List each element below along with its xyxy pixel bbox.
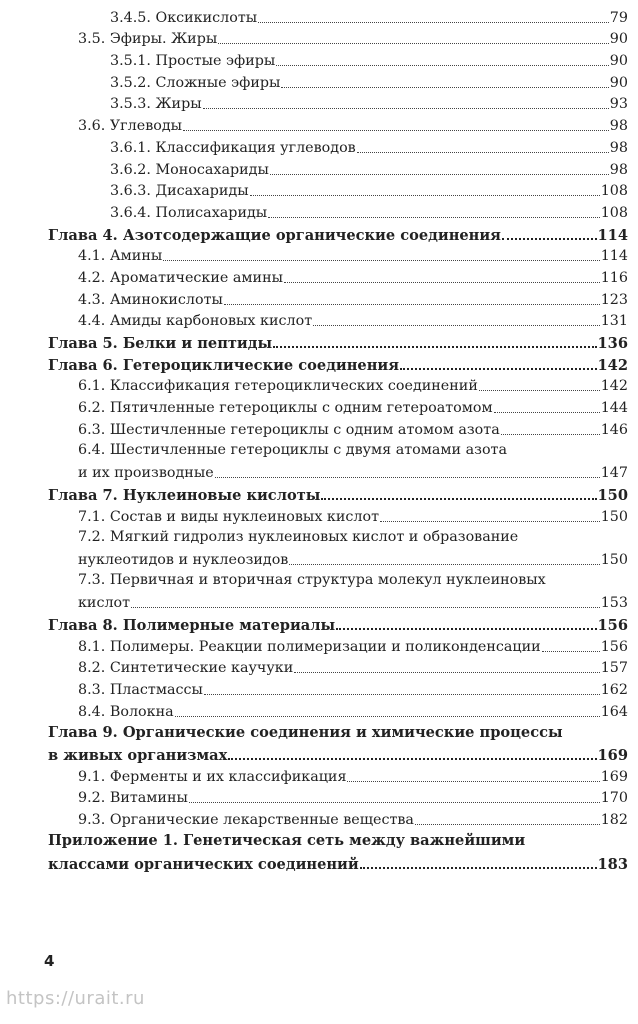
toc-entry-title: Оксикислоты [155, 9, 258, 26]
leader-dots [175, 716, 600, 717]
leader-dots [131, 607, 600, 608]
toc-page-number: 157 [600, 660, 628, 677]
leader-dots [204, 694, 600, 695]
toc-entry-title: Органические соединения и химические процессы [122, 723, 563, 741]
toc-entry-number: Глава 7. [48, 486, 118, 504]
toc-entry-title: Пятичленные гетероциклы с одним гетероатомом [109, 400, 493, 417]
toc-entry-title: Жиры [155, 96, 202, 113]
toc-entry-number: 4.4. [78, 313, 106, 330]
toc-entry-title: Шестичленные гетероциклы с двумя атомами азота [109, 441, 507, 458]
toc-section-entry [48, 28, 628, 50]
leader-dots [228, 758, 596, 760]
toc-section-entry [48, 635, 628, 657]
toc-page-number: 169 [597, 747, 628, 765]
toc-page-number: 142 [597, 356, 628, 374]
toc-entry-number: 3.6. [78, 118, 106, 135]
toc-entry-title: Дисахариды [155, 183, 249, 200]
toc-page-number: 114 [597, 226, 628, 244]
toc-page-number: 116 [600, 269, 628, 286]
toc-entry-number: 6.3. [78, 421, 106, 438]
leader-dots [336, 628, 596, 630]
toc-entry-number: 9.1. [78, 768, 106, 785]
toc-section-entry [48, 180, 628, 202]
toc-entry-number: 6.2. [78, 400, 106, 417]
page-number: 4 [44, 952, 55, 970]
toc-page-number: 93 [609, 96, 628, 113]
toc-entry-title: Ферменты и их классификация [109, 768, 347, 785]
toc-section-entry [48, 93, 628, 115]
toc-section-entry [48, 375, 628, 397]
toc-entry-title: Полимеры. Реакции полимеризации и поликонденсации [109, 638, 541, 655]
toc-page-number: 114 [600, 248, 628, 265]
toc-entry-title: Сложные эфиры [155, 74, 281, 91]
toc-page-number: 90 [609, 31, 628, 48]
toc-entry-number: 3.6.3. [110, 183, 151, 200]
toc-entry-number: 8.2. [78, 660, 106, 677]
toc-entry-title: Мягкий гидролиз нуклеиновых кислот и образование [109, 528, 519, 545]
toc-entry-number: 3.6.1. [110, 139, 151, 156]
toc-entry-number: 3.5.2. [110, 74, 151, 91]
toc-entry-title-continued: классами органических соединений [48, 855, 359, 873]
toc-entry-title: Шестичленные гетероциклы с одним атомом азота [109, 421, 500, 438]
toc-section-entry [48, 570, 628, 613]
leader-dots [270, 174, 609, 175]
toc-entry-number: Глава 5. [48, 335, 118, 352]
toc-section-entry [48, 418, 628, 440]
toc-entry-title: Волокна [109, 703, 174, 720]
toc-section-entry [48, 158, 628, 180]
toc-entry-title-continued: нуклеотидов и нуклеозидов [78, 551, 289, 568]
toc-section-entry [48, 266, 628, 288]
toc-page-number: 183 [597, 855, 628, 873]
toc-page-number: 79 [609, 9, 628, 26]
leader-dots [294, 672, 599, 673]
toc-entry-number: 8.4. [78, 703, 106, 720]
toc-page-number: 98 [609, 118, 628, 135]
toc-page-number: 170 [600, 790, 628, 807]
toc-entry-number: 7.3. [78, 571, 106, 588]
toc-entry-title: Эфиры. Жиры [109, 31, 218, 48]
toc-section-entry [48, 700, 628, 722]
leader-dots [268, 217, 600, 218]
toc-entry-title: Амины [109, 248, 163, 265]
toc-entry-title-continued: кислот [78, 595, 131, 612]
toc-page-number: 164 [600, 703, 628, 720]
toc-page-number: 147 [600, 465, 628, 482]
table-of-contents [48, 6, 628, 874]
leader-dots [360, 867, 597, 869]
toc-chapter-entry [48, 830, 628, 873]
toc-entry-title: Состав и виды нуклеиновых кислот [109, 508, 379, 525]
toc-entry-number: 8.1. [78, 638, 106, 655]
toc-page-number: 150 [600, 508, 628, 525]
toc-entry-number: 3.5.3. [110, 96, 151, 113]
toc-page-number: 98 [609, 161, 628, 178]
toc-chapter-entry [48, 331, 628, 353]
toc-entry-number: Глава 6. [48, 356, 118, 374]
toc-entry-title: Органические лекарственные вещества [109, 812, 414, 829]
toc-page-number: 182 [600, 812, 628, 829]
leader-dots [258, 22, 609, 23]
toc-page-number: 169 [600, 768, 628, 785]
toc-section-entry [48, 310, 628, 332]
toc-page-number: 123 [600, 291, 628, 308]
leader-dots [380, 521, 600, 522]
toc-entry-number: 7.2. [78, 528, 106, 545]
leader-dots [273, 346, 596, 348]
toc-entry-title: Белки и пептиды [122, 335, 273, 352]
toc-section-entry [48, 657, 628, 679]
toc-chapter-entry [48, 613, 628, 635]
toc-entry-title: Аминокислоты [109, 291, 223, 308]
toc-page-number: 162 [600, 682, 628, 698]
toc-entry-title: Полисахариды [155, 204, 268, 221]
toc-entry-title: Классификация гетероциклических соединений [109, 378, 478, 395]
toc-page-number: 146 [600, 421, 628, 438]
toc-entry-title: Пластмассы [109, 682, 203, 698]
toc-page-number: 131 [600, 313, 628, 330]
toc-page-number: 136 [597, 335, 628, 352]
toc-entry-number: 3.5. [78, 31, 106, 48]
toc-section-entry [48, 678, 628, 700]
leader-dots [215, 477, 600, 478]
leader-dots [281, 87, 608, 88]
leader-dots [494, 412, 600, 413]
leader-dots [347, 781, 599, 782]
toc-entry-number: Приложение 1. [48, 832, 178, 850]
toc-page-number: 153 [600, 595, 628, 612]
toc-entry-number: 3.6.2. [110, 161, 151, 178]
toc-chapter-entry [48, 223, 628, 245]
toc-entry-title: Полимерные материалы [122, 616, 336, 634]
toc-section-entry [48, 505, 628, 527]
toc-entry-number: Глава 8. [48, 616, 118, 634]
toc-entry-number: 3.6.4. [110, 204, 151, 221]
toc-entry-number: 6.1. [78, 378, 106, 395]
leader-dots [276, 65, 609, 66]
toc-page-number: 156 [600, 638, 628, 655]
toc-page-number: 90 [609, 53, 628, 70]
leader-dots [321, 498, 596, 500]
toc-chapter-entry [48, 722, 628, 765]
toc-entry-title: Витамины [109, 790, 188, 807]
leader-dots [218, 43, 609, 44]
toc-section-entry [48, 245, 628, 267]
leader-dots [400, 368, 597, 370]
toc-section-entry [48, 765, 628, 787]
toc-entry-title: Ароматические амины [109, 269, 283, 286]
toc-section-entry [48, 49, 628, 71]
leader-dots [502, 238, 597, 240]
leader-dots [224, 304, 600, 305]
toc-entry-number: Глава 4. [48, 226, 118, 244]
toc-section-entry [48, 288, 628, 310]
toc-entry-title: Генетическая сеть между важнейшими [183, 832, 526, 850]
toc-chapter-entry [48, 353, 628, 375]
toc-entry-title: Первичная и вторичная структура молекул нуклеиновых [109, 571, 546, 588]
leader-dots [313, 325, 600, 326]
toc-entry-title: Классификация углеводов [155, 139, 356, 156]
leader-dots [203, 108, 609, 109]
leader-dots [250, 195, 600, 196]
toc-section-entry [48, 6, 628, 28]
toc-page-number: 98 [609, 139, 628, 156]
toc-page-number: 142 [600, 378, 628, 395]
toc-entry-title: Амиды карбоновых кислот [109, 313, 313, 330]
watermark-url: https://urait.ru [6, 988, 145, 1009]
leader-dots [542, 651, 600, 652]
toc-entry-number: 8.3. [78, 682, 106, 698]
toc-section-entry [48, 396, 628, 418]
toc-entry-number: 4.2. [78, 269, 106, 286]
toc-entry-number: Глава 9. [48, 723, 118, 741]
toc-entry-title: Моносахариды [155, 161, 269, 178]
leader-dots [479, 390, 600, 391]
toc-section-entry [48, 527, 628, 570]
toc-section-entry [48, 136, 628, 158]
toc-entry-number: 7.1. [78, 508, 106, 525]
toc-page-number: 108 [600, 204, 628, 221]
toc-entry-title: Простые эфиры [155, 53, 276, 70]
leader-dots [284, 282, 600, 283]
leader-dots [289, 564, 599, 565]
toc-page-number: 150 [597, 486, 628, 504]
toc-entry-title: Углеводы [109, 118, 183, 135]
toc-entry-number: 4.3. [78, 291, 106, 308]
toc-entry-number: 9.2. [78, 790, 106, 807]
leader-dots [357, 152, 609, 153]
leader-dots [189, 802, 600, 803]
toc-entry-number: 3.5.1. [110, 53, 151, 70]
toc-section-entry [48, 71, 628, 93]
leader-dots [501, 434, 600, 435]
leader-dots [163, 260, 599, 261]
toc-entry-number: 4.1. [78, 248, 106, 265]
toc-entry-title: Азотсодержащие органические соединения [122, 226, 501, 244]
toc-entry-title: Синтетические каучуки [109, 660, 294, 677]
toc-page-number: 144 [600, 400, 628, 417]
toc-entry-title-continued: и их производные [78, 465, 214, 482]
toc-section-entry [48, 201, 628, 223]
leader-dots [415, 824, 600, 825]
toc-page-number: 156 [597, 616, 628, 634]
toc-entry-title-continued: в живых организмах [48, 747, 228, 765]
toc-section-entry [48, 114, 628, 136]
toc-section-entry [48, 787, 628, 809]
toc-entry-number: 9.3. [78, 812, 106, 829]
leader-dots [183, 130, 609, 131]
toc-entry-title: Нуклеиновые кислоты [122, 486, 321, 504]
toc-entry-number: 3.4.5. [110, 9, 151, 26]
toc-entry-number: 6.4. [78, 441, 106, 458]
toc-chapter-entry [48, 483, 628, 505]
toc-page-number: 150 [600, 551, 628, 568]
toc-page-number: 90 [609, 74, 628, 91]
toc-section-entry [48, 808, 628, 830]
toc-section-entry [48, 440, 628, 483]
toc-entry-title: Гетероциклические соединения [122, 356, 400, 374]
toc-page-number: 108 [600, 183, 628, 200]
